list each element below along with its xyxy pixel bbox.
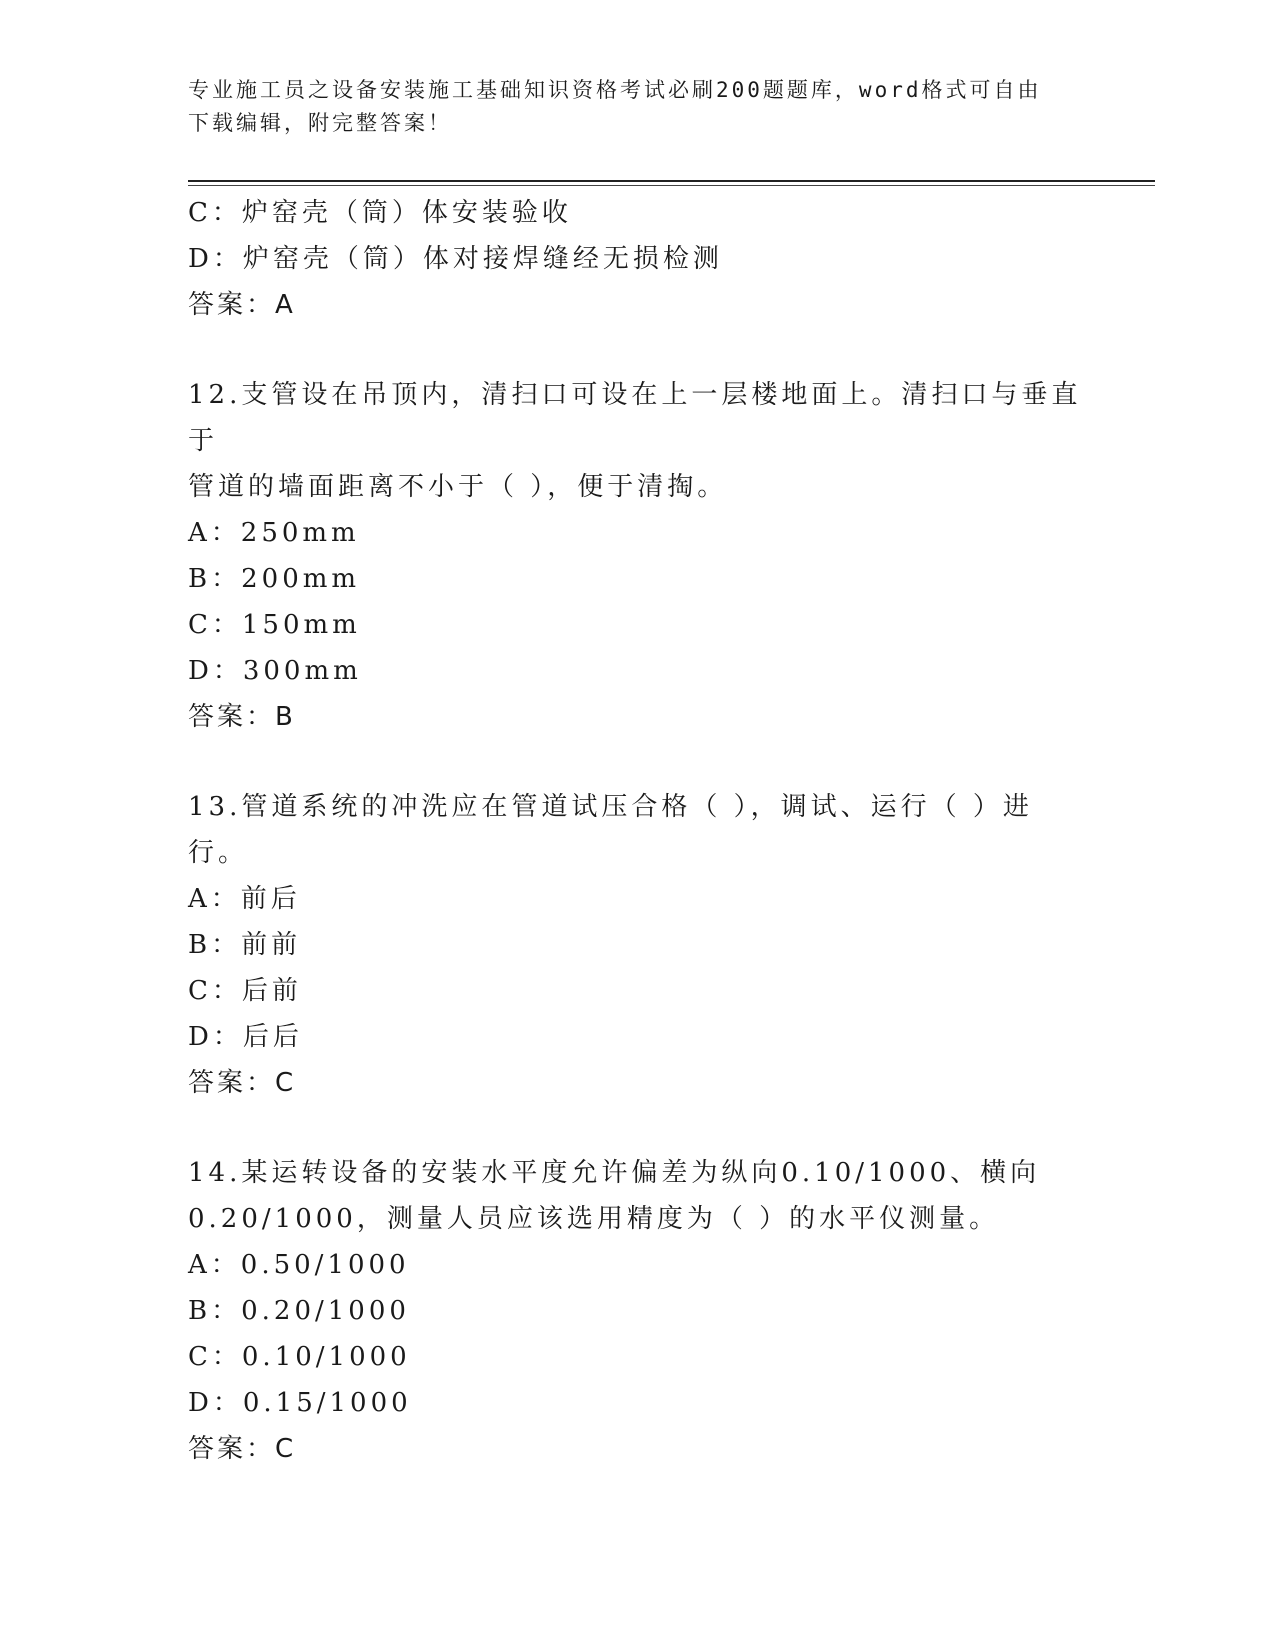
option-a: A：250mm (188, 518, 360, 548)
question-gap (188, 1106, 1088, 1150)
header-line-1: 专业施工员之设备安装施工基础知识资格考试必刷200题题库，word格式可自由 (188, 78, 1042, 102)
option-d: D：炉窑壳（筒）体对接焊缝经无损检测 (188, 244, 723, 274)
question-list (188, 190, 1088, 1472)
header-divider (188, 180, 1155, 182)
option-c: C：炉窑壳（筒）体安装验收 (188, 198, 572, 228)
header-divider-thin (188, 185, 1155, 186)
option-b: B：200mm (188, 564, 361, 594)
option-d: D：300mm (188, 656, 362, 686)
option-d: D：后后 (188, 1022, 303, 1052)
question-stem-line: 14.某运转设备的安装水平度允许偏差为纵向0.10/1000、横向 (188, 1158, 1041, 1188)
option-b: B：0.20/1000 (188, 1296, 410, 1326)
question-13 (188, 784, 1088, 1106)
question-11-continuation (188, 190, 1088, 328)
option-a: A：前后 (188, 884, 301, 914)
answer-line: 答案：C (188, 1434, 297, 1464)
option-c: C：0.10/1000 (188, 1342, 411, 1372)
option-c: C：后前 (188, 976, 302, 1006)
option-d: D：0.15/1000 (188, 1388, 412, 1418)
question-gap (188, 740, 1088, 784)
answer-line: 答案：B (188, 702, 296, 732)
question-stem-line: 管道的墙面距离不小于（ ），便于清掏。 (188, 472, 728, 502)
header-line-2: 下载编辑，附完整答案！ (188, 111, 452, 135)
document-header (188, 74, 1068, 140)
option-b: B：前前 (188, 930, 302, 960)
answer-line: 答案：C (188, 1068, 297, 1098)
question-stem-line: 12.支管设在吊顶内，清扫口可设在上一层楼地面上。清扫口与垂直于 (188, 380, 1082, 456)
option-c: C：150mm (188, 610, 361, 640)
question-gap (188, 328, 1088, 372)
question-stem-line: 0.20/1000，测量人员应该选用精度为（ ）的水平仪测量。 (188, 1204, 1000, 1234)
question-14 (188, 1150, 1088, 1472)
question-12 (188, 372, 1088, 740)
answer-line: 答案：A (188, 290, 296, 320)
option-a: A：0.50/1000 (188, 1250, 410, 1280)
question-stem-line: 13.管道系统的冲洗应在管道试压合格（ ），调试、运行（ ）进行。 (188, 792, 1033, 868)
